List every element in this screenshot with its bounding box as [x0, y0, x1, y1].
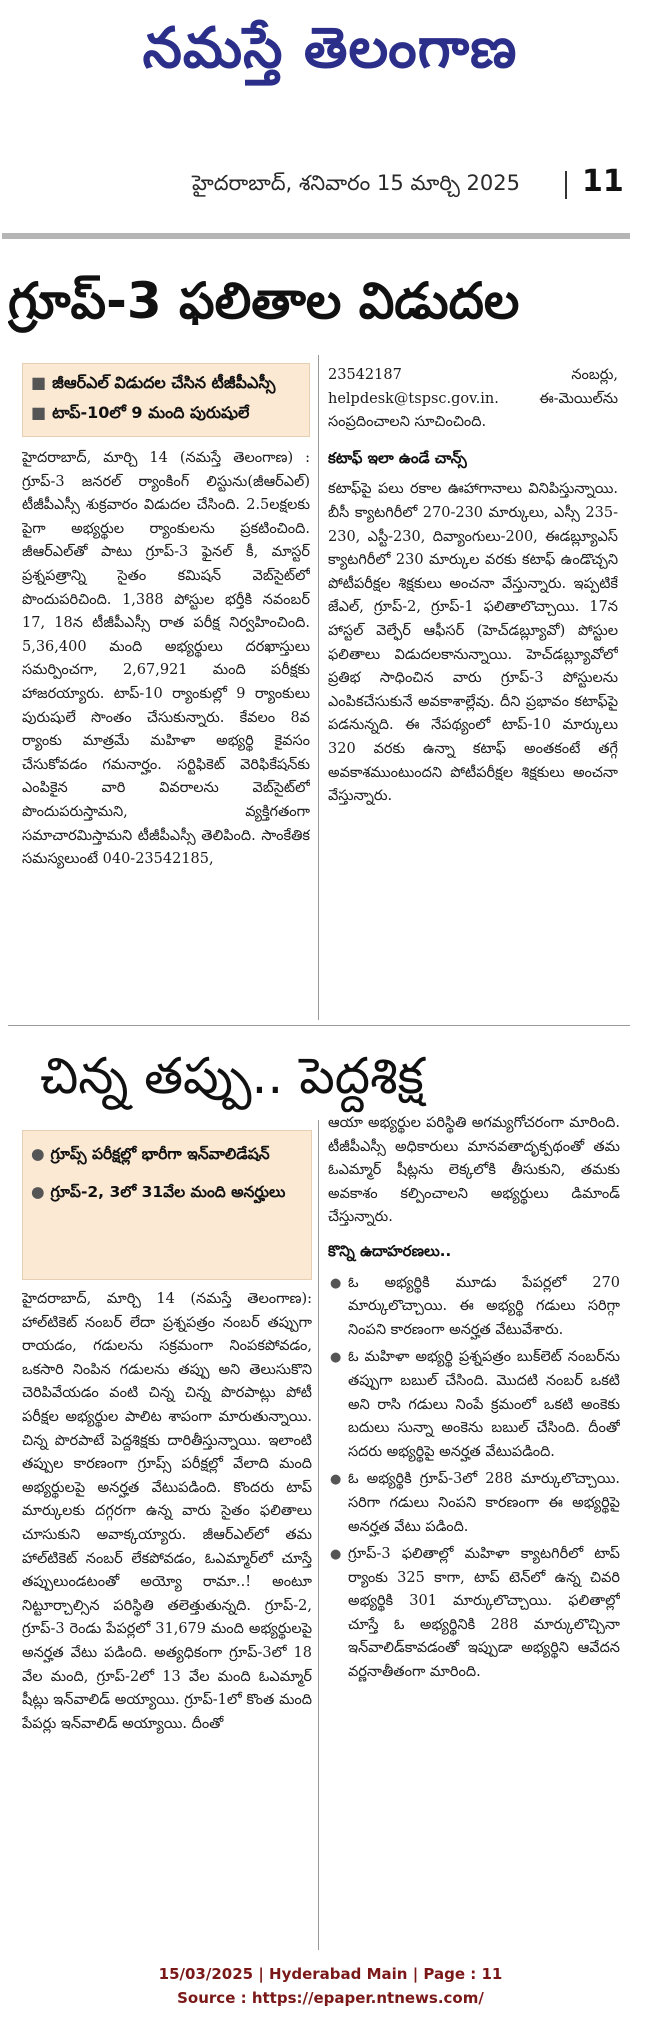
story2-highlight-item: ● గ్రూప్-2, 3లో 31వేల మంది అనర్హులు: [31, 1183, 286, 1201]
story1-body-col2: కటాఫ్‌పై పలు రకాల ఊహాగానాలు వినిపిస్తున్నాయి. బీసీ క్యాటగిరీలో 270-230 మార్కులు, ఎస్సీ 235-230, ఎస్టీ-230, దివ్యాంగులు-200, ఈడబ్ల్యూఎస్ క్యాటగిరీలో 230 మార్కుల వరకు కటాఫ్ ఉండొచ్చని పోటీపరీక్షల శిక్షకులు అంచనా వేస్తున్నారు. ఇప్పటికే జేఎల్, గ్రూప్-2, గ్రూప్-1 ఫలితాలొచ్చాయి. 17న హాస్టల్ వెల్ఫేర్ ఆఫీసర్ (హెచ్‌డబ్ల్యూవో) పోస్టుల ఫలితాలు విడుదలకానున్నాయి. హెచ్‌డబ్ల్యూవోలో ప్రతిభ సాధించిన వారు గ్రూప్-3 పోస్టులను ఎంపికచేసుకునే అవకాశాల్లేవు. దీని ప్రభావం కటాఫ్‌పై పడనున్నది. ఈ నేపథ్యంలో టాప్-10 మార్కులు 320 వరకు ఉన్నా కటాఫ్ అంతకంటే తగ్గే అవకాశముంటుందని పోటీపరీక్షల శిక్షకులు అంచనా వేస్తున్నారు.: [328, 481, 618, 805]
masthead-rule: [2, 233, 630, 239]
story2-column-2: [328, 1112, 620, 1952]
story2-column-1: [22, 1288, 312, 1948]
story1-highlight-item: ■ టాప్-10లో 9 మంది పురుషులే: [31, 403, 250, 422]
footer-source-link[interactable]: Source : https://epaper.ntnews.com/: [177, 1989, 484, 2007]
example-list-item: ● ఓ అభ్యర్థికి గ్రూప్-3లో 288 మార్కులొచ్చాయి. సరిగా గడులు నింపని కారణంగా ఈ అభ్యర్థిపై అనర్హత వేటు పడింది.: [328, 1468, 620, 1539]
story2-body-col2-intro: ఆయా అభ్యర్థుల పరిస్థితి అగమ్యగోచరంగా మారింది. టీజీపీఎస్సీ అధికారులు మానవతాదృక్పథంతో తమ ఓఎమ్మార్ షీట్లను లెక్కలోకి తీసుకుని, తమకు అవకాశం కల్పించాలని అభ్యర్థులు డిమాండ్ చేస్తున్నారు.: [328, 1115, 620, 1226]
newspaper-logo: నమస్తే తెలంగాణ: [142, 16, 518, 81]
footer-edition-info: 15/03/2025 | Hyderabad Main | Page : 11: [158, 1965, 503, 1983]
story1-subheading: కటాఫ్ ఇలా ఉండే చాన్స్: [328, 448, 467, 467]
story-divider: [8, 1025, 630, 1026]
example-list-item: ● ఓ అభ్యర్థికి మూడు పేపర్లలో 270 మార్కులొచ్చాయి. ఈ అభ్యర్థి గడులు సరిగ్గా నింపని కారణంగా అనర్హత వేటువేశారు.: [328, 1272, 620, 1343]
story1-body-col1: హైదరాబాద్, మార్చి 14 (నమస్తే తెలంగాణ) : గ్రూప్-3 జనరల్ ర్యాంకింగ్ లిస్టును(జీఆర్ఎల్) టీజీపీఎస్సీ శుక్రవారం విడుదల చేసింది. 2.5లక్షలకు పైగా అభ్యర్థుల ర్యాంకులను ప్రకటించింది. జీఆర్ఎల్‌తో పాటు గ్రూప్-3 ఫైనల్ కీ, మాస్టర్ ప్రశ్నపత్రాన్ని సైతం కమిషన్ వెబ్‌సైట్‌లో పొందుపరిచింది. 1,388 పోస్టుల భర్తీకి నవంబర్ 17, 18న టీజీపీఎస్సీ రాత పరీక్ష నిర్వహించింది. 5,36,400 మంది అభ్యర్థులు దరఖాస్తులు సమర్పించగా, 2,67,921 మంది పరీక్షకు హాజరయ్యారు. టాప్-10 ర్యాంకుల్లో 9 ర్యాంకులు పురుషులే సొంతం చేసుకున్నారు. కేవలం 8వ ర్యాంకు మాత్రమే మహిళా అభ్యర్థి కైవసం చేసుకోవడం గమనార్హం. సర్టిఫికెట్ వెరిఫికేషన్‌కు ఎంపికైన వారి వివరాలను వెబ్‌సైట్‌లో పొందుపరుస్తామని, వ్యక్తిగతంగా సమాచారమిస్తామని టీజీపీఎస్సీ తెలిపింది. సాంకేతిక సమస్యలుంటే 040-23542185,: [22, 450, 310, 868]
example-list-item: ● ఓ మహిళా అభ్యర్థి ప్రశ్నపత్రం బుక్‌లెట్ నంబర్‌ను తప్పుగా బబుల్ చేసింది. మొదటి నంబర్ ఒకటి అని రాసి గడులు నింపే క్రమంలో ఒకటి అంకెకు బదులు సున్నా అంకెను బబుల్ చేసింది. దీంతో సదరు అభ్యర్థిపై అనర్హత వేటుపడింది.: [328, 1346, 620, 1464]
dateline-separator: [565, 171, 567, 199]
bullet-icon: ●: [330, 1275, 342, 1291]
story1-column-1: [22, 447, 310, 1015]
masthead: [0, 0, 661, 205]
bullet-icon: ■: [31, 373, 47, 392]
story1-highlight-item: ■ జీఆర్ఎల్ విడుదల చేసిన టీజీపీఎస్సీ: [31, 373, 276, 392]
story1-highlight-box: [22, 363, 310, 437]
bullet-icon: ■: [31, 403, 47, 422]
story1-contact-text: 23542187 నంబర్లు, helpdesk@tspsc.gov.in. ఈ-మెయిల్‌ను సంప్రదించాలని సూచించింది.: [328, 367, 618, 431]
story1-headline: గ్రూప్-3 ఫలితాల విడుదల: [8, 272, 520, 330]
bullet-icon: ●: [31, 1183, 45, 1201]
column-divider: [318, 1120, 319, 1950]
bullet-icon: ●: [330, 1350, 342, 1366]
dateline: హైదరాబాద్, శనివారం 15 మార్చి 2025: [192, 171, 520, 195]
story2-highlight-item: ● గ్రూప్స్ పరీక్షల్లో భారీగా ఇన్‌వాలిడేషన్: [31, 1145, 270, 1163]
story2-headline: చిన్న తప్పు.. పెద్దశిక్ష: [40, 1047, 424, 1105]
bullet-icon: ●: [31, 1145, 45, 1163]
story2-subheading: కొన్ని ఉదాహరణలు..: [328, 1241, 452, 1260]
example-list-item: ● గ్రూప్-3 ఫలితాల్లో మహిళా క్యాటగిరీలో టాప్ ర్యాంకు 325 కాగా, టాప్ టెన్‌లో ఉన్న చివరి అభ్యర్థికి 301 మార్కులొచ్చాయి. ఫలితాల్లో చూస్తే ఓ అభ్యర్థినికి 288 మార్కులొచ్చినా ఇన్‌వాలిడ్‌కావడంతో ఇప్పుడా అభ్యర్థిని ఆవేదన వర్ణనాతీతంగా మారింది.: [328, 1543, 620, 1685]
column-divider: [318, 355, 319, 1020]
story2-highlight-box: [22, 1130, 312, 1280]
story1-column-2: [328, 364, 618, 1014]
bullet-icon: ●: [330, 1547, 342, 1563]
page-number: 11: [582, 164, 624, 199]
bullet-icon: ●: [330, 1472, 342, 1488]
story2-body-col1: హైదరాబాద్, మార్చి 14 (నమస్తే తెలంగాణ): హాల్‌టికెట్ నంబర్ లేదా ప్రశ్నపత్రం నంబర్ తప్పుగా రాయడం, గడులను సక్రమంగా నింపకపోవడం, ఒకసారి నింపిన గడులను తప్పు అని తెలుసుకొని చెరిపివేయడం వంటి చిన్న చిన్న పొరపాట్లు పోటీ పరీక్షల అభ్యర్థుల పాలిట శాపంగా మారుతున్నాయి. చిన్న పొరపాటే పెద్దశిక్షకు దారితీస్తున్నాయి. ఇలాంటి తప్పుల కారణంగా గ్రూప్స్ పరీక్షల్లో వేలాది మంది అభ్యర్థులపై అనర్హత వేటుపడింది. కొందరు టాప్ మార్కులకు దగ్గరగా ఉన్న వారు సైతం ఫలితాలు చూసుకుని అవాక్కయ్యారు. జీఆర్ఎల్‌లో తమ హాల్‌టికెట్ నంబర్ లేకపోవడం, ఓఎమ్మార్‌లో చూస్తే తప్పులుండటంతో అయ్యో రామా..! అంటూ నిట్టూర్చాల్సిన పరిస్థితి తలెత్తుతున్నది. గ్రూప్-2, గ్రూప్-3 రెండు పేపర్లలో 31,679 మంది అభ్యర్థులపై అనర్హత వేటు పడింది. అత్యధికంగా గ్రూప్-3లో 18 వేల మంది, గ్రూప్-2లో 13 వేల మంది ఓఎమ్మార్ షీట్లు ఇన్‌వాలిడ్ అయ్యాయి. గ్రూప్-1లో కొంత మంది పేపర్లు ఇన్‌వాలిడ్ అయ్యాయి. దీంతో: [22, 1291, 312, 1732]
